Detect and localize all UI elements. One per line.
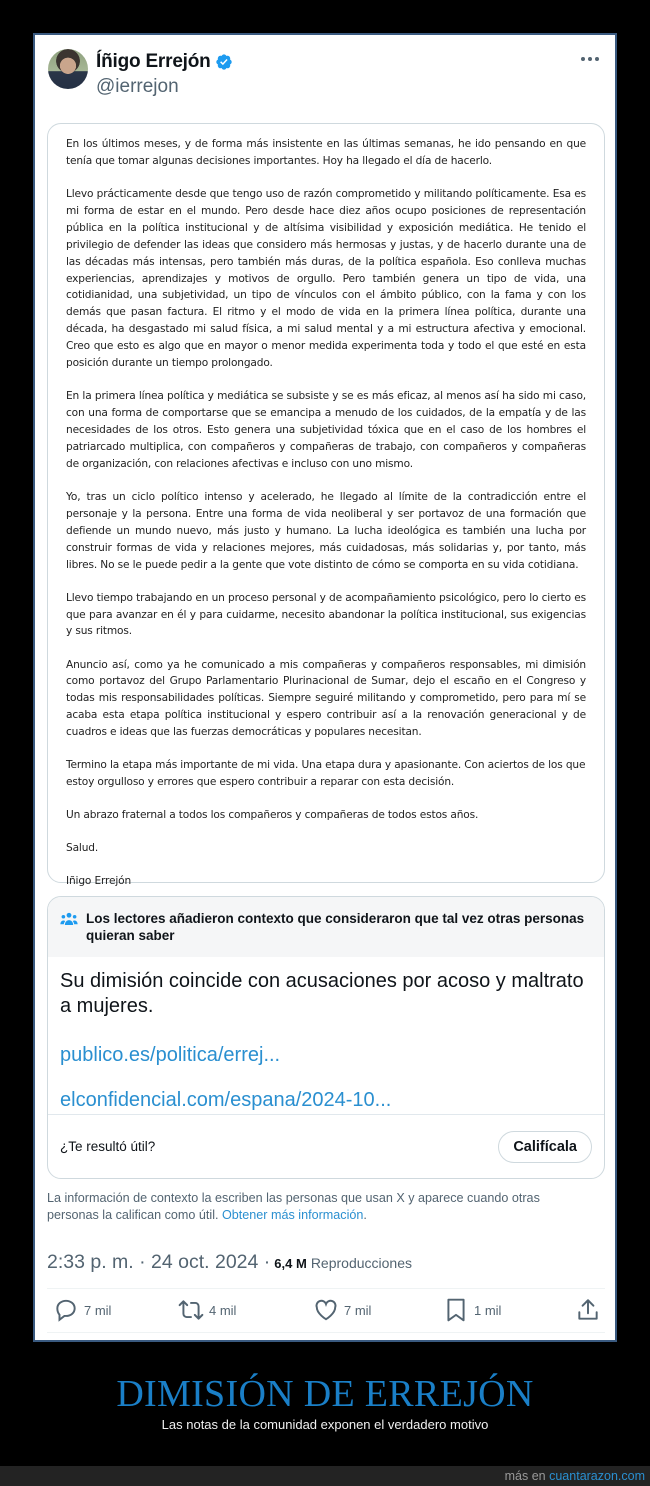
reply-button[interactable]: [53, 1297, 111, 1323]
bookmark-count: 1 mil: [474, 1302, 502, 1318]
tweet-card: [33, 33, 617, 1342]
repost-count: 4 mil: [209, 1302, 237, 1318]
letter-signature: Iñigo Errejón: [66, 875, 132, 888]
disclaimer-text: La información de contexto la escriben las personas que usan X y aparece cuando otras personas la califican como útil.: [47, 1191, 540, 1222]
author-handle[interactable]: @ierrejon: [96, 76, 179, 97]
repost-button[interactable]: [178, 1297, 236, 1323]
helpful-question: ¿Te resultó útil?: [60, 1139, 156, 1154]
letter-paragraph: Yo, tras un ciclo político intenso y acelerado, he llegado al límite de la contradicción entre el personaje y la persona. Entre una forma de vida neoliberal y ser portavoz de una formación que defiende un mundo nuevo, más justo y humano. La lucha ideológica es también una lucha por construir formas de vida y relaciones mejores, más cuidadosas, más solidarias y, por tanto, más libres. No se le puede pedir a la gente que vote distinto de cómo se comporta en su vida cotidiana.: [66, 490, 586, 571]
community-note-text: Su dimisión coincide con acusaciones por acoso y maltrato a mujeres.: [60, 970, 584, 1017]
bookmark-icon: [443, 1297, 469, 1323]
share-icon: [575, 1297, 601, 1323]
context-disclaimer: [47, 1190, 577, 1223]
views-count: 6,4 M: [274, 1256, 307, 1271]
reply-icon: [53, 1297, 79, 1323]
heart-icon: [313, 1297, 339, 1323]
author-name-row: [96, 51, 233, 73]
letter-paragraph: Termino la etapa más importante de mi vida. Una etapa dura y apasionante. Con aciertos de los que estoy orgulloso y errores que espero contribuir a reparar con esta decisión.: [66, 759, 586, 789]
note-source-link-publico[interactable]: publico.es/politica/errej...: [60, 1044, 281, 1066]
timestamp[interactable]: 2:33 p. m. · 24 oct. 2024 ·: [47, 1251, 271, 1273]
letter-closing: Salud.: [66, 842, 99, 855]
letter-paragraph: Un abrazo fraternal a todos los compañeros y compañeras de todos estos años.: [66, 809, 479, 822]
bookmark-button[interactable]: [443, 1297, 501, 1323]
site-footer: [0, 1466, 650, 1486]
divider: [47, 1332, 605, 1333]
views-label: Reproducciones: [310, 1255, 412, 1271]
community-note-header: [48, 897, 604, 957]
disclaimer-suffix: .: [363, 1207, 367, 1222]
footer-prefix: más en: [504, 1469, 546, 1483]
letter-paragraph: En los últimos meses, y de forma más insistente en las últimas semanas, he ido pensando en que tenía que tomar algunas decisiones importantes. Hoy ha llegado el día de hacerlo.: [66, 138, 586, 167]
rate-it-button[interactable]: Califícala: [498, 1131, 592, 1163]
people-icon: [60, 911, 78, 927]
caption-subtitle: Las notas de la comunidad exponen el verdadero motivo: [161, 1417, 489, 1432]
more-options-icon[interactable]: [581, 57, 599, 61]
caption-title: DIMISIÓN DE ERREJÓN: [116, 1373, 534, 1415]
learn-more-link[interactable]: Obtener más información: [222, 1207, 364, 1222]
avatar[interactable]: [48, 49, 88, 89]
site-link[interactable]: cuantarazon.com: [549, 1469, 645, 1483]
verified-badge-icon: [215, 53, 233, 71]
like-count: 7 mil: [344, 1302, 372, 1318]
community-note-footer: [48, 1114, 604, 1178]
divider: [47, 1288, 605, 1289]
letter-paragraph: En la primera línea política y mediática se subsiste y se es más eficaz, al menos así ha sido mi caso, con una forma de comportarse que se emancipa a menudo de los cuidados, de la empatía y de las necesidades de los otros. Esto genera una subjetividad tóxica que en el caso de los hombres el patriarcado multiplica, con compañeros y compañeras de trabajo, con compañeros y compañeras de organización, con relaciones afectivas e incluso con uno mismo.: [66, 390, 586, 470]
community-note-title: Los lectores añadieron contexto que consideraron que tal vez otras personas quieran saber: [86, 911, 585, 943]
action-bar: [53, 1297, 601, 1325]
letter-paragraph: Llevo tiempo trabajando en un proceso personal y de acompañamiento psicológico, pero lo cierto es que para avanzar en él y para cuidarme, necesito abandonar la política institucional, sus exigencias y sus ritmos.: [66, 591, 586, 638]
tweet-meta: [47, 1251, 412, 1274]
share-button[interactable]: [575, 1297, 601, 1323]
note-source-link-elconfidencial[interactable]: elconfidencial.com/espana/2024-10...: [60, 1089, 392, 1111]
community-note: [47, 896, 605, 1179]
like-button[interactable]: [313, 1297, 371, 1323]
reply-count: 7 mil: [84, 1302, 112, 1318]
letter-image[interactable]: [47, 123, 605, 888]
repost-icon: [178, 1297, 204, 1323]
letter-paragraph: Anuncio así, como ya he comunicado a mis compañeras y compañeros responsables, mi dimisión como portavoz del Grupo Parlamentario Plurinacional de Sumar, dejo el escaño en el Congreso y todas mis responsabilidades políticas. Siempre seguiré militando y comprometido, pero para mí se acaba esta etapa política institucional y espero contribuir así a la renovación generacional y de cuadros e ideas que las fuerzas democráticas y populares necesitan.: [66, 658, 586, 739]
author-name[interactable]: Íñigo Errejón: [96, 51, 211, 72]
letter-paragraph: Llevo prácticamente desde que tengo uso de razón comprometido y militando políticamente. Esa es mi forma de estar en el mundo. Pero desde hace diez años ocupo posiciones de representación pública en la política institucional y de altísima visibilidad y exposición mediática. He tenido el privilegio de defender las ideas que considero más hermosas y justas, y de hacerlo durante una de las décadas más intensas, pero también más duras, de la política española. Eso conlleva muchas experiencias, aprendizajes y motivos de orgullo. Pero también genera un tipo de vida, una cotidianidad, una subjetividad, un tipo de vínculos con el ámbito público, con la fama y con los demás que pasan factura. El ritmo y el modo de vida en la primera línea política, durante una década, ha desgastado mi salud física, a mi salud mental y a mi estructura afectiva y emocional. Creo que esto es algo que en mayor o menor medida experimenta toda y todo el que esté en esta posición durante un tiempo prolongado.: [66, 188, 586, 370]
